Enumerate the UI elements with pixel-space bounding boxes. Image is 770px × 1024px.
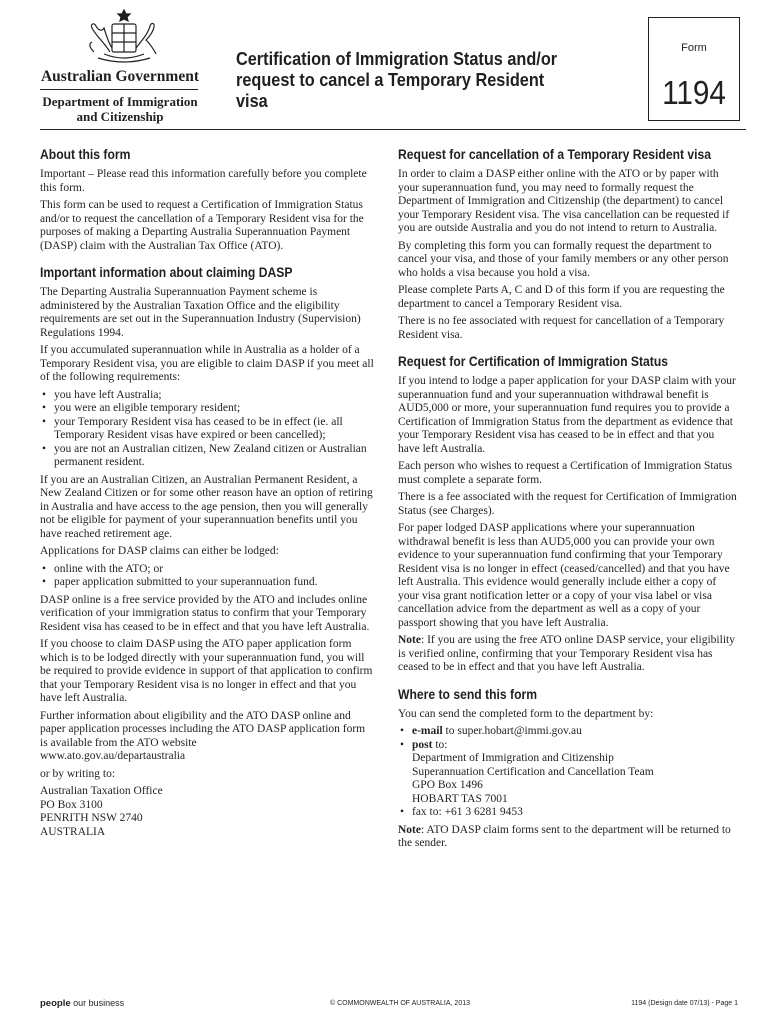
lodge-options-list xyxy=(40,563,375,590)
note-label: Note xyxy=(398,634,421,646)
ato-address xyxy=(40,785,375,839)
note-label: Note xyxy=(398,823,421,836)
about-paragraph-1: Important – Please read this information carefully before you complete this form. xyxy=(40,168,367,194)
certification-heading: Request for Certification of Immigration Status xyxy=(398,354,669,369)
title-line1: Certification of Immigration Status and/or xyxy=(236,48,558,69)
further-info-text: Further information about eligibility and the ATO DASP online and paper application processes including the ATO DASP application form is available from the ATO website xyxy=(40,709,366,749)
writing-text: or by writing to: xyxy=(40,767,116,780)
list-item xyxy=(398,739,738,807)
list-item: • your Temporary Resident visa has ceased to be in effect (ie. all Temporary Resident visas have expired or been cancelled); xyxy=(40,416,375,443)
note-text: : If you are using the free ATO online DASP service, your eligibility is verified online, confirming that your Temporary Resident visa has ceased to be in effect and that you have left Australia. xyxy=(398,634,735,673)
cancellation-paragraph-4: There is no fee associated with request for cancellation of a Temporary Resident visa. xyxy=(398,315,725,341)
address-line: Australian Taxation Office xyxy=(40,785,163,797)
list-item: • you were an eligible temporary resident; xyxy=(40,402,375,416)
address-line: PO Box 3100 xyxy=(40,798,103,811)
form-number-box xyxy=(648,17,740,121)
email-label: e-mail xyxy=(412,725,443,737)
important-paragraph-3: If you are an Australian Citizen, an Australian Permanent Resident, a New Zealand Citizen or for some other reason have an option of retiring in Australia and have access to the age pension, then you will generally not be eligible for payment of your superannuation benefits until you have reached retirement age. xyxy=(40,473,373,540)
government-divider xyxy=(40,89,198,90)
note-text: : ATO DASP claim forms sent to the department will be returned to the sender. xyxy=(398,823,731,849)
form-number: 1194 xyxy=(662,74,726,111)
commonwealth-coat-of-arms-icon xyxy=(74,8,174,70)
department-name-line2: and Citizenship xyxy=(76,109,164,124)
cancellation-paragraph-2: By completing this form you can formally request the department to cancel your visa, and those of your family members or any other person who holds a visa because you hold a visa. xyxy=(398,239,729,279)
important-heading: Important information about claiming DASP xyxy=(40,265,293,280)
cancellation-paragraph-3: Please complete Parts A, C and D of this form if you are requesting the department to cancel a Temporary Resident visa. xyxy=(398,284,725,310)
title-line2: request to cancel a Temporary Resident visa xyxy=(236,69,545,111)
post-address xyxy=(412,752,738,806)
important-paragraph-6: If you choose to claim DASP using the ATO paper application form which is to be lodged directly with your superannuation fund, you will be required to provide evidence in support of that application to confirm that your Temporary Resident visa is no longer in effect and that you have left Australia. xyxy=(40,638,373,704)
list-item xyxy=(398,725,738,739)
address-line: PENRITH NSW 2740 xyxy=(40,812,143,824)
footer-copyright: © COMMONWEALTH OF AUSTRALIA, 2013 xyxy=(330,1000,470,1007)
about-paragraph-2: This form can be used to request a Certification of Immigration Status and/or to request the cancellation of a Temporary Resident visa for the purposes of making a Departing Australia Superannuation Payment (DASP) claim with the Australian Tax Office (ATO). xyxy=(40,199,364,252)
cancellation-heading: Request for cancellation of a Temporary Resident visa xyxy=(398,147,712,162)
tagline-rest: our business xyxy=(70,998,125,1008)
certification-paragraph-2: Each person who wishes to request a Certification of Immigration Status must complete a separate form. xyxy=(398,460,733,486)
address-line: Superannuation Certification and Cancellation Team xyxy=(412,765,654,778)
important-paragraph-2: If you accumulated superannuation while in Australia as a holder of a Temporary Resident visa, you are eligible to claim DASP if you meet all of the following requirements: xyxy=(40,344,374,383)
government-name: Australian Government xyxy=(40,68,199,85)
footer-page-number: 1194 (Design date 07/13) - Page 1 xyxy=(631,1000,738,1007)
list-item: • you are not an Australian citizen, New Zealand citizen or Australian permanent resident. xyxy=(40,443,375,470)
right-column xyxy=(398,146,738,855)
certification-paragraph-4: For paper lodged DASP applications where your superannuation withdrawal benefit is less than AUD5,000 you can provide your own evidence to your superannuation fund confirming that your Temporary Resident visa is no longer in effect (ceased/cancelled) and that you have left Australia. This evidence would generally include either a copy of your visa grant notification letter or a copy of your visa label or visa cancellation advice from the department as well as a copy of your passport showing that you have left Australia. xyxy=(398,522,730,629)
list-item: • paper application submitted to your superannuation fund. xyxy=(40,576,375,590)
post-text: to: xyxy=(432,738,448,751)
important-paragraph-1: The Departing Australia Superannuation Payment scheme is administered by the Australian Taxation Office and the eligibility requirements are set out in the Superannuation Industry (Supervision) Regulations 1994. xyxy=(40,286,361,339)
tagline-bold: people xyxy=(40,998,71,1009)
certification-paragraph-1: If you intend to lodge a paper application for your DASP claim with your superannuation fund and your superannuation withdrawal benefit is AUD5,000 or more, your superannuation fund requires you to provide a Certification of Immigration Status from the department as evidence that your Temporary Resident visa has ceased to be in effect and that you have left Australia. xyxy=(398,375,736,455)
header-divider xyxy=(40,129,746,130)
address-line: AUSTRALIA xyxy=(40,825,106,838)
left-column xyxy=(40,146,375,839)
post-label: post xyxy=(412,738,433,751)
important-paragraph-7 xyxy=(40,710,375,764)
certification-paragraph-3: There is a fee associated with the request for Certification of Immigration Status (see Charges). xyxy=(398,491,737,517)
list-item: • online with the ATO; or xyxy=(40,563,375,577)
address-line: HOBART TAS 7001 xyxy=(412,792,508,805)
send-note xyxy=(398,824,738,851)
certification-note xyxy=(398,634,738,675)
email-address-link[interactable]: to super.hobart@immi.gov.au xyxy=(442,725,582,737)
about-heading: About this form xyxy=(40,147,131,162)
important-paragraph-4: Applications for DASP claims can either be lodged: xyxy=(40,545,279,557)
important-paragraph-5: DASP online is a free service provided by the ATO and includes online verification of your immigration status to confirm that your Temporary Resident visa has ceased to be in effect and that you have left Australia. xyxy=(40,593,370,633)
cancellation-paragraph-1: In order to claim a DASP either online with the ATO or by paper with your superannuation fund, you may need to formally request the Department of Immigration and Citizenship (the department) to cancel your Temporary Resident visa. The visa cancellation can be requested if you are outside Australia and you do not intend to return to Australia. xyxy=(398,168,730,234)
ato-website-link[interactable]: www.ato.gov.au/departaustralia xyxy=(40,750,186,762)
send-methods-list xyxy=(398,725,738,820)
form-label: Form xyxy=(681,42,707,54)
requirements-list xyxy=(40,389,375,470)
department-name-line1: Department of Immigration xyxy=(42,94,198,109)
address-line: Department of Immigration and Citizenship xyxy=(412,752,614,764)
send-heading: Where to send this form xyxy=(398,686,538,702)
list-item: • you have left Australia; xyxy=(40,389,375,403)
footer-tagline xyxy=(40,998,124,1009)
send-paragraph-1: You can send the completed form to the department by: xyxy=(398,707,654,720)
list-item: • fax to: +61 3 6281 9453 xyxy=(398,806,738,820)
page-title xyxy=(236,48,570,111)
address-line: GPO Box 1496 xyxy=(412,779,483,791)
